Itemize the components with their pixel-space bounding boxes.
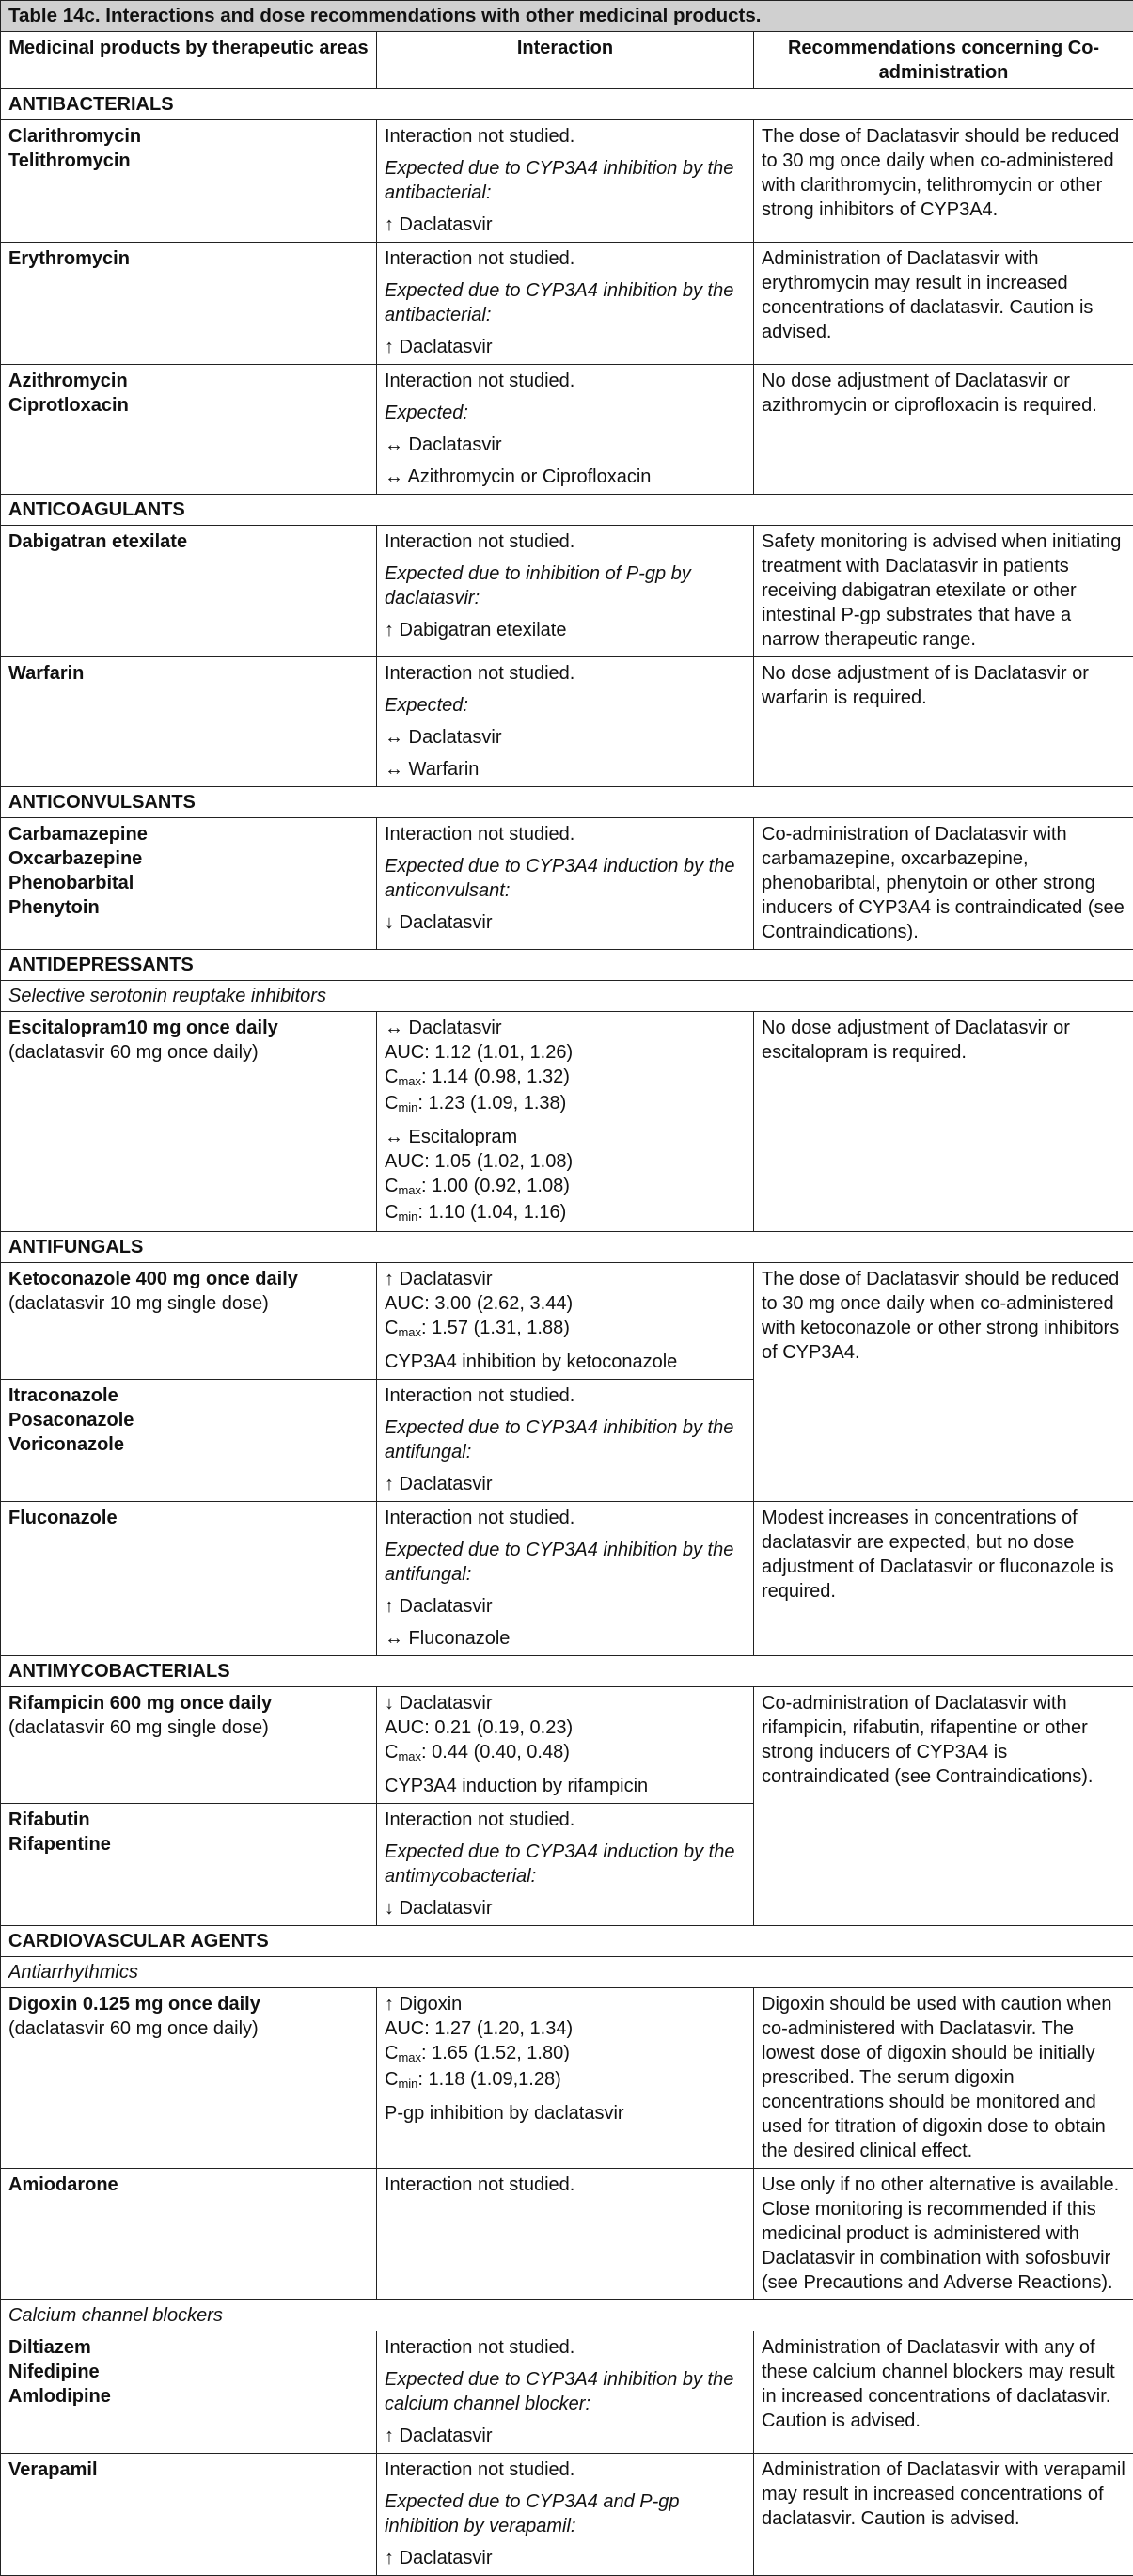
effect-text: ↓ Daclatasvir [385,1896,746,1920]
expected-text: Expected due to CYP3A4 induction by the antimycobacterial: [385,1840,746,1889]
section-row [1,1656,1133,1687]
expected-text: Expected due to CYP3A4 and P-gp inhibition by verapamil: [385,2489,746,2538]
drug-cell [1,2331,377,2454]
drug-cell [1,243,377,365]
subsection-row [1,2300,1133,2331]
section-row [1,950,1133,981]
drug-cell [1,526,377,657]
expected-text: Expected: [385,401,746,425]
section-antimycobacterials: ANTIMYCOBACTERIALS [1,1656,1133,1687]
expected-text: Expected due to CYP3A4 inhibition by the calcium channel blocker: [385,2367,746,2416]
auc-value: AUC: 3.00 (2.62, 3.44) [385,1291,746,1316]
drug-cell [1,1263,377,1380]
drug-name: Clarithromycin [8,124,369,149]
subsection-row [1,981,1133,1012]
effect-text: ↑ Daclatasvir [385,2546,746,2570]
recommendation-cell: Use only if no other alternative is available. Close monitoring is recommended if this medicinal product is administered with Daclatasvir in combination with sofosbuvir (see Precautions and Adverse Reactions). [754,2169,1133,2300]
interaction-cell [377,2454,754,2576]
section-antidepressants: ANTIDEPRESSANTS [1,950,1133,981]
drug-name: Phenobarbital [8,871,369,895]
interaction-cell [377,2331,754,2454]
drug-name: Amlodipine [8,2384,369,2409]
effect-text: ↑ Daclatasvir [385,2424,746,2448]
recommendation-cell: Safety monitoring is advised when initiating treatment with Daclatasvir in patients receiving dabigatran etexilate or other intestinal P-gp substrates that have a narrow therapeutic range. [754,526,1133,657]
drug-cell [1,1380,377,1502]
mechanism-text: CYP3A4 induction by rifampicin [385,1774,746,1798]
header-interaction: Interaction [377,32,754,89]
interaction-cell [377,1687,754,1804]
effect-text: ↓ Daclatasvir [385,910,746,935]
drug-cell [1,1804,377,1926]
drug-name: Warfarin [8,661,369,686]
recommendation-cell: The dose of Daclatasvir should be reduced to 30 mg once daily when co-administered with ketoconazole or other strong inhibitors of CYP3A4. [754,1263,1133,1502]
not-studied-text: Interaction not studied. [385,2335,746,2360]
interaction-cell [377,2169,754,2300]
recommendation-cell: No dose adjustment of Daclatasvir or azithromycin or ciprofloxacin is required. [754,365,1133,495]
section-antibacterials: ANTIBACTERIALS [1,89,1133,120]
drug-cell [1,2454,377,2576]
drug-name: Erythromycin [8,246,369,271]
drug-name: Rifampicin 600 mg once daily [8,1691,369,1715]
interaction-cell [377,1502,754,1656]
dose-note: (daclatasvir 60 mg once daily) [8,2016,369,2041]
table-row [1,243,1133,365]
not-studied-text: Interaction not studied. [385,1383,746,1408]
table-row [1,1687,1133,1804]
table-row [1,2454,1133,2576]
recommendation-cell: The dose of Daclatasvir should be reduced to 30 mg once daily when co-administered with clarithromycin, telithromycin or other strong inhibitors of CYP3A4. [754,120,1133,243]
recommendation-cell: No dose adjustment of is Daclatasvir or warfarin is required. [754,657,1133,787]
drug-name: Posaconazole [8,1408,369,1432]
expected-text: Expected: [385,693,746,718]
drug-name: Rifabutin [8,1808,369,1832]
effect-text: ↑ Dabigatran etexilate [385,618,746,642]
table-row [1,1988,1133,2169]
table-row [1,657,1133,787]
not-studied-text: Interaction not studied. [385,1506,746,1530]
table-row [1,2169,1133,2300]
section-row [1,89,1133,120]
recommendation-cell: Co-administration of Daclatasvir with carbamazepine, oxcarbazepine, phenobaribtal, phenytoin or other strong inducers of CYP3A4 is contraindicated (see Contraindications). [754,818,1133,950]
section-row [1,1232,1133,1263]
dose-note: (daclatasvir 60 mg single dose) [8,1715,369,1740]
not-studied-text: Interaction not studied. [385,124,746,149]
interaction-cell [377,1012,754,1232]
interaction-cell [377,1263,754,1380]
recommendation-cell: Administration of Daclatasvir with any of these calcium channel blockers may result in increased concentrations of daclatasvir. Caution is advised. [754,2331,1133,2454]
section-cardiovascular: CARDIOVASCULAR AGENTS [1,1926,1133,1957]
not-studied-text: Interaction not studied. [385,529,746,554]
drug-cell [1,120,377,243]
table-row [1,365,1133,495]
interaction-cell [377,526,754,657]
interaction-cell [377,120,754,243]
drug-name: Ketoconazole 400 mg once daily [8,1267,369,1291]
drug-name: Oxcarbazepine [8,846,369,871]
drug-name: Ciprotloxacin [8,393,369,418]
table-row [1,818,1133,950]
drug-name: Diltiazem [8,2335,369,2360]
auc-value: AUC: 1.12 (1.01, 1.26) [385,1040,746,1065]
interaction-cell [377,818,754,950]
recommendation-cell: Modest increases in concentrations of daclatasvir are expected, but no dose adjustment of Daclatasvir or fluconazole is required. [754,1502,1133,1656]
header-products: Medicinal products by therapeutic areas [1,32,377,89]
drug-name: Telithromycin [8,149,369,173]
table-row [1,120,1133,243]
dose-note: (daclatasvir 60 mg once daily) [8,1040,369,1065]
section-antifungals: ANTIFUNGALS [1,1232,1133,1263]
cmin-value: $C_{min}$: 1.23 (1.09, 1.38) [385,1091,746,1117]
header-recommendations: Recommendations concerning Co-administration [754,32,1133,89]
drug-name: Dabigatran etexilate [8,529,369,554]
drug-name: Azithromycin [8,369,369,393]
drug-name: Escitalopram10 mg once daily [8,1016,369,1040]
drug-cell [1,1687,377,1804]
cmax-value: $C_{max}$: 1.14 (0.98, 1.32) [385,1065,746,1091]
drug-name: Verapamil [8,2457,369,2482]
drug-cell [1,818,377,950]
cmin-value: $C_{min}$: 1.18 (1.09,1.28) [385,2067,746,2094]
effect-text: ↑ Daclatasvir [385,213,746,237]
not-studied-text: Interaction not studied. [385,2457,746,2482]
auc-value: AUC: 1.27 (1.20, 1.34) [385,2016,746,2041]
drug-cell [1,1012,377,1232]
table-row [1,1012,1133,1232]
recommendation-cell: Co-administration of Daclatasvir with rifampicin, rifabutin, rifapentine or other strong inducers of CYP3A4 is contraindicated (see Contraindications). [754,1687,1133,1926]
effect-text: ↑ Digoxin [385,1992,746,2016]
section-row [1,787,1133,818]
effect-text: ↓ Daclatasvir [385,1691,746,1715]
drug-name: Digoxin 0.125 mg once daily [8,1992,369,2016]
drug-cell [1,2169,377,2300]
subsection-antiarrhythmics: Antiarrhythmics [1,1957,1133,1988]
drug-cell [1,1502,377,1656]
effect-text: ↔ Azithromycin or Ciprofloxacin [385,465,746,489]
table-row [1,2331,1133,2454]
expected-text: Expected due to CYP3A4 inhibition by the antifungal: [385,1538,746,1587]
mechanism-text: P-gp inhibition by daclatasvir [385,2101,746,2126]
auc-value: AUC: 0.21 (0.19, 0.23) [385,1715,746,1740]
effect-text: ↔ Daclatasvir [385,725,746,750]
drug-name: Rifapentine [8,1832,369,1857]
table-title-row [1,1,1133,32]
recommendation-cell: Digoxin should be used with caution when co-administered with Daclatasvir. The lowest dose of digoxin should be initially prescribed. The serum digoxin concentrations should be monitored and used for titration of digoxin dose to obtain the desired clinical effect. [754,1988,1133,2169]
drug-name: Fluconazole [8,1506,369,1530]
not-studied-text: Interaction not studied. [385,2173,746,2197]
drug-cell [1,365,377,495]
table-row [1,1263,1133,1380]
subsection-ccb: Calcium channel blockers [1,2300,1133,2331]
not-studied-text: Interaction not studied. [385,661,746,686]
not-studied-text: Interaction not studied. [385,369,746,393]
drug-cell [1,1988,377,2169]
interaction-cell [377,243,754,365]
effect-text: ↔ Daclatasvir [385,433,746,457]
interaction-cell [377,365,754,495]
effect-text: ↑ Daclatasvir [385,1267,746,1291]
effect-text: ↔ Escitalopram [385,1125,746,1149]
subsection-ssri: Selective serotonin reuptake inhibitors [1,981,1133,1012]
expected-text: Expected due to CYP3A4 induction by the anticonvulsant: [385,854,746,903]
recommendation-cell: No dose adjustment of Daclatasvir or escitalopram is required. [754,1012,1133,1232]
section-anticoagulants: ANTICOAGULANTS [1,495,1133,526]
drug-name: Voriconazole [8,1432,369,1457]
effect-text: ↑ Daclatasvir [385,335,746,359]
dose-note: (daclatasvir 10 mg single dose) [8,1291,369,1316]
table-row [1,1502,1133,1656]
effect-text: ↔ Fluconazole [385,1626,746,1651]
cmax-value: $C_{max}$: 1.65 (1.52, 1.80) [385,2041,746,2067]
effect-text: ↑ Daclatasvir [385,1472,746,1496]
recommendation-cell: Administration of Daclatasvir with erythromycin may result in increased concentrations of daclatasvir. Caution is advised. [754,243,1133,365]
interaction-cell [377,1804,754,1926]
section-row [1,495,1133,526]
drug-name: Carbamazepine [8,822,369,846]
interaction-cell [377,1380,754,1502]
interaction-cell [377,1988,754,2169]
mechanism-text: CYP3A4 inhibition by ketoconazole [385,1350,746,1374]
subsection-row [1,1957,1133,1988]
auc-value: AUC: 1.05 (1.02, 1.08) [385,1149,746,1174]
expected-text: Expected due to CYP3A4 inhibition by the antifungal: [385,1415,746,1464]
not-studied-text: Interaction not studied. [385,822,746,846]
cmax-value: $C_{max}$: 1.57 (1.31, 1.88) [385,1316,746,1342]
recommendation-cell: Administration of Daclatasvir with verapamil may result in increased concentrations of daclatasvir. Caution is advised. [754,2454,1133,2576]
section-anticonvulsants: ANTICONVULSANTS [1,787,1133,818]
effect-text: ↑ Daclatasvir [385,1594,746,1619]
expected-text: Expected due to inhibition of P-gp by daclatasvir: [385,561,746,610]
expected-text: Expected due to CYP3A4 inhibition by the antibacterial: [385,156,746,205]
expected-text: Expected due to CYP3A4 inhibition by the antibacterial: [385,278,746,327]
header-row [1,32,1133,89]
cmax-value: $C_{max}$: 0.44 (0.40, 0.48) [385,1740,746,1766]
cmin-value: $C_{min}$: 1.10 (1.04, 1.16) [385,1200,746,1226]
cmax-value: $C_{max}$: 1.00 (0.92, 1.08) [385,1174,746,1200]
not-studied-text: Interaction not studied. [385,246,746,271]
drug-name: Nifedipine [8,2360,369,2384]
table-title: Table 14c. Interactions and dose recommendations with other medicinal products. [1,1,1133,32]
interaction-cell [377,657,754,787]
not-studied-text: Interaction not studied. [385,1808,746,1832]
table-row [1,526,1133,657]
section-row [1,1926,1133,1957]
drug-name: Phenytoin [8,895,369,920]
effect-text: ↔ Warfarin [385,757,746,782]
effect-text: ↔ Daclatasvir [385,1016,746,1040]
drug-name: Itraconazole [8,1383,369,1408]
drug-name: Amiodarone [8,2173,369,2197]
drug-cell [1,657,377,787]
